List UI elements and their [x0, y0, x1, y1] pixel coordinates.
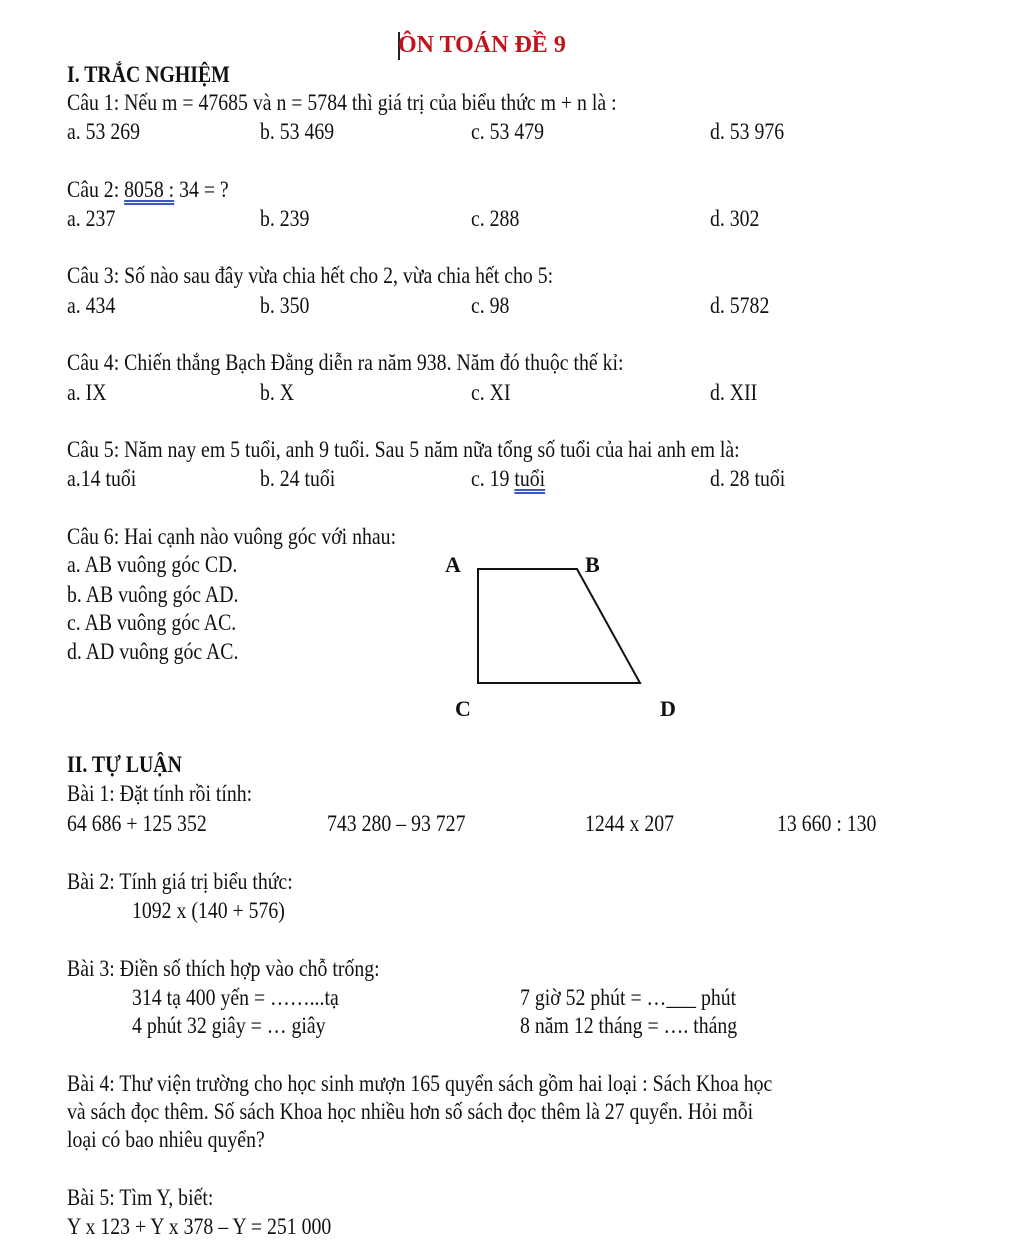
q2-option-d: d. 302 — [710, 206, 760, 231]
exercise-4-line-1: Bài 4: Thư viện trường cho học sinh mượn 165 quyển sách gồm hai loại : Sách Khoa học — [67, 1071, 773, 1096]
q4-option-b: b. X — [260, 380, 295, 405]
q6-option-b: b. AB vuông góc AD. — [67, 582, 239, 607]
exercise-4-line-3: loại có bao nhiêu quyển? — [67, 1127, 265, 1152]
q3-option-d: d. 5782 — [710, 293, 770, 318]
q5-option-c: c. 19 tuổi — [471, 466, 546, 491]
q1-option-a: a. 53 269 — [67, 119, 141, 144]
question-5: Câu 5: Năm nay em 5 tuổi, anh 9 tuổi. Sau 5 năm nữa tổng số tuổi của hai anh em là: — [67, 437, 740, 462]
q2-option-a: a. 237 — [67, 206, 116, 231]
question-4: Câu 4: Chiến thắng Bạch Đằng diễn ra năm 938. Năm đó thuộc thế kỉ: — [67, 350, 624, 375]
q5-option-d: d. 28 tuổi — [710, 466, 786, 491]
q2-option-c: c. 288 — [471, 206, 520, 231]
question-1: Câu 1: Nếu m = 47685 và n = 5784 thì giá trị của biểu thức m + n là : — [67, 90, 617, 115]
q3-option-a: a. 434 — [67, 293, 116, 318]
b3-item-1: 314 tạ 400 yến = ……...tạ — [132, 985, 339, 1010]
q4-option-d: d. XII — [710, 380, 758, 405]
exercise-5: Bài 5: Tìm Y, biết: — [67, 1185, 214, 1210]
vertex-label-c: C — [455, 696, 471, 721]
q3-option-b: b. 350 — [260, 293, 310, 318]
vertex-label-d: D — [660, 696, 676, 721]
question-3: Câu 3: Số nào sau đây vừa chia hết cho 2, vừa chia hết cho 5: — [67, 263, 554, 288]
exercise-4-line-2: và sách đọc thêm. Số sách Khoa học nhiều hơn số sách đọc thêm là 27 quyển. Hỏi mỗi — [67, 1099, 754, 1124]
q6-option-a: a. AB vuông góc CD. — [67, 552, 238, 577]
vertex-label-a: A — [445, 552, 461, 577]
q4-option-c: c. XI — [471, 380, 511, 405]
part2-heading: II. TỰ LUẬN — [67, 752, 182, 777]
q6-option-c: c. AB vuông góc AC. — [67, 610, 237, 635]
b1-expr-1: 64 686 + 125 352 — [67, 811, 207, 836]
vertex-label-b: B — [585, 552, 600, 577]
q4-option-a: a. IX — [67, 380, 107, 405]
b1-expr-4: 13 660 : 130 — [777, 811, 877, 836]
question-6: Câu 6: Hai cạnh nào vuông góc với nhau: — [67, 524, 397, 549]
q1-option-c: c. 53 479 — [471, 119, 545, 144]
b3-item-3: 4 phút 32 giây = … giây — [132, 1013, 326, 1038]
b1-expr-2: 743 280 – 93 727 — [327, 811, 466, 836]
trapezoid-abdc — [478, 569, 640, 683]
b3-item-2: 7 giờ 52 phút = …___ phút — [520, 985, 737, 1010]
exercise-3: Bài 3: Điền số thích hợp vào chỗ trống: — [67, 956, 380, 981]
q5-option-b: b. 24 tuổi — [260, 466, 336, 491]
question-2: Câu 2: 8058 : 34 = ? — [67, 177, 229, 202]
exercise-2: Bài 2: Tính giá trị biểu thức: — [67, 869, 293, 894]
q3-option-c: c. 98 — [471, 293, 510, 318]
q1-option-b: b. 53 469 — [260, 119, 335, 144]
q2-expression: 8058 : — [124, 177, 175, 202]
b2-expr: 1092 x (140 + 576) — [132, 898, 285, 923]
exercise-1: Bài 1: Đặt tính rồi tính: — [67, 781, 253, 806]
b3-item-4: 8 năm 12 tháng = …. tháng — [520, 1013, 738, 1038]
b5-expr: Y x 123 + Y x 378 – Y = 251 000 — [67, 1214, 332, 1239]
q6-option-d: d. AD vuông góc AC. — [67, 639, 239, 664]
part1-heading: I. TRẮC NGHIỆM — [67, 62, 230, 87]
q1-option-d: d. 53 976 — [710, 119, 785, 144]
q5-option-a: a.14 tuổi — [67, 466, 137, 491]
b1-expr-3: 1244 x 207 — [585, 811, 675, 836]
page-title: ÔN TOÁN ĐỀ 9 — [398, 32, 566, 58]
q2-option-b: b. 239 — [260, 206, 310, 231]
